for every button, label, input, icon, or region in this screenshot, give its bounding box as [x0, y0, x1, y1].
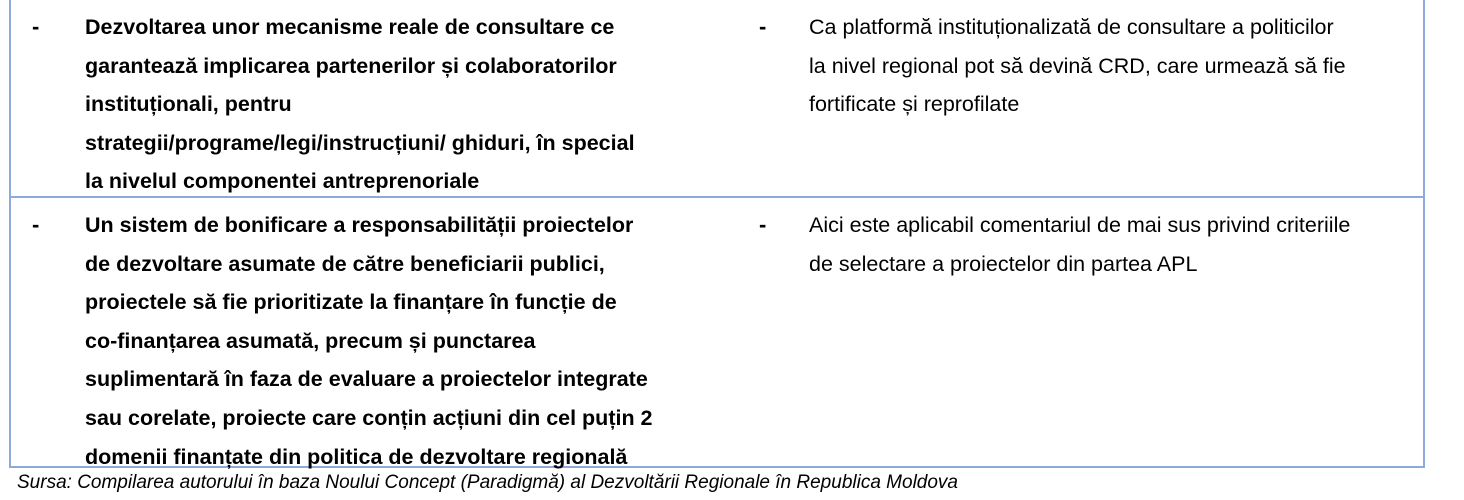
- bullet-dash: -: [759, 14, 767, 39]
- comment-cell: [739, 198, 1425, 466]
- recommendations-table: [9, 0, 1425, 468]
- comment-text: Ca platformă instituționalizată de consultare a politicilor la nivel regional pot să devină CRD, care urmează să fie fortificate și reprofilate: [809, 15, 1346, 117]
- source-caption: Sursa: Compilarea autorului în baza Noului Concept (Paradigmă) al Dezvoltării Regionale în Republica Moldova: [17, 472, 958, 493]
- table-row: [11, 198, 1423, 469]
- bullet-dash: -: [32, 212, 40, 237]
- bullet-dash: -: [759, 212, 767, 237]
- recommendation-cell: [11, 198, 739, 469]
- table-row: [11, 0, 1423, 198]
- comment-text: Aici este aplicabil comentariul de mai sus privind criteriile de selectare a proiectelor din partea APL: [809, 213, 1351, 276]
- comment-cell: [739, 0, 1425, 196]
- recommendation-cell: [11, 0, 739, 196]
- bullet-dash: -: [32, 14, 40, 39]
- recommendation-text: Un sistem de bonificare a responsabilității proiectelor de dezvoltare asumate de către beneficiarii publici, proiectele să fie prioritizate la finanțare în funcție de co-finanțarea asumată, precum și punctarea suplimentară în faza de evaluare a proiectelor integrate sau corelate, proiecte care conțin acțiuni din cel puțin 2 domenii finanțate din politica de dezvoltare regională: [85, 213, 653, 469]
- recommendation-text: Dezvoltarea unor mecanisme reale de consultare ce garantează implicarea partenerilor și colaboratorilor instituționali, pentru strategii/programe/legi/instrucțiuni/ ghiduri, în special la nivelul componentei antreprenoriale: [85, 15, 635, 194]
